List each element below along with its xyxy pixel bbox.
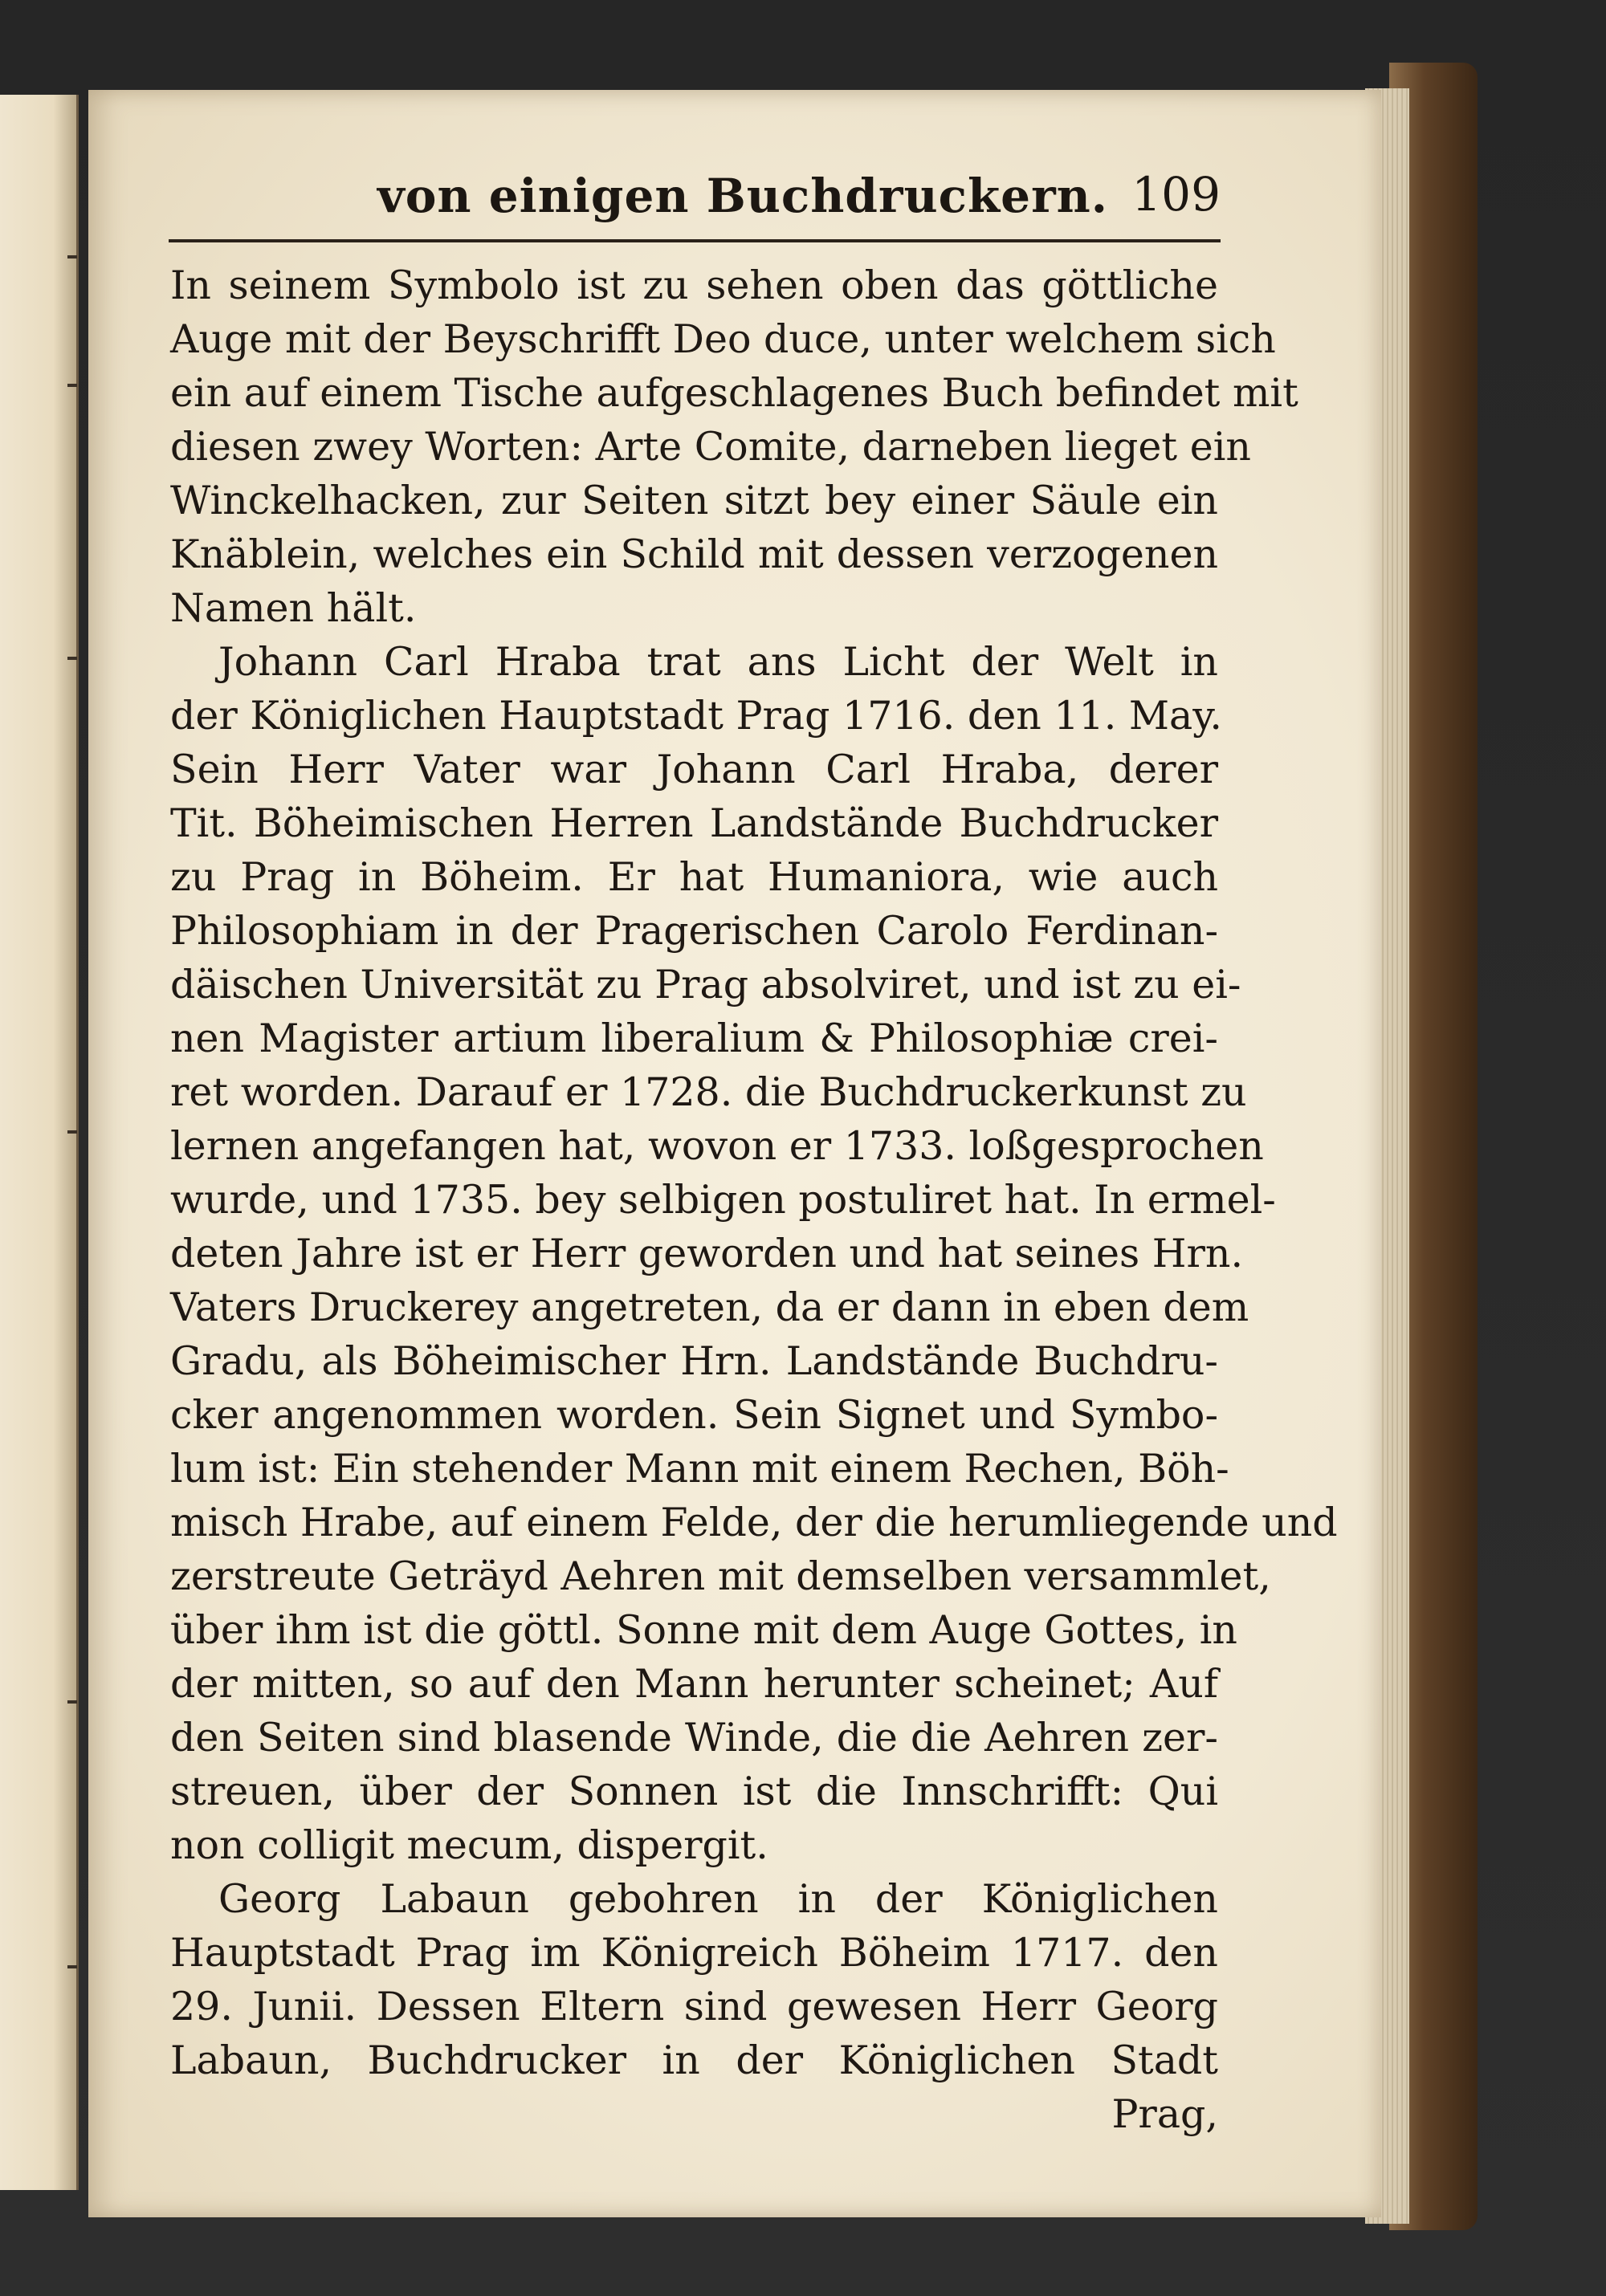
text-line: misch Hrabe, auf einem Felde, der die herumliegende und <box>170 1500 1338 1545</box>
text-line: deten Jahre ist er Herr geworden und hat seines Hrn. <box>170 1231 1244 1276</box>
text-line: über ihm ist die göttl. Sonne mit dem Auge Gottes, in <box>170 1607 1237 1653</box>
text-line: Vaters Druckerey angetreten, da er dann in eben dem <box>170 1284 1249 1330</box>
text-line: zerstreute Geträyd Aehren mit demselben versammlet, <box>170 1553 1271 1599</box>
text-line: Tit. Böheimischen Herren Landstände Buchdrucker <box>170 800 1218 846</box>
text-line: wurde, und 1735. bey selbigen postuliret hat. In ermel- <box>170 1177 1276 1223</box>
text-line: 29. Junii. Dessen Eltern sind gewesen Herr Georg <box>170 1984 1218 2029</box>
text-line: zu Prag in Böheim. Er hat Humaniora, wie auch <box>170 854 1218 900</box>
header-rule <box>169 239 1221 242</box>
text-line: ein auf einem Tische aufgeschlagenes Buch befindet mit <box>170 370 1298 416</box>
text-line: Gradu, als Böheimischer Hrn. Landstände Buchdru- <box>170 1338 1218 1384</box>
body-text <box>170 259 1338 2141</box>
page-header <box>169 153 1221 233</box>
text-line: Hauptstadt Prag im Königreich Böheim 1717. den <box>170 1930 1218 1976</box>
text-line: In seinem Symbolo ist zu sehen oben das göttliche <box>170 263 1218 308</box>
text-line: den Seiten sind blasende Winde, die die Aehren zer- <box>170 1715 1218 1761</box>
text-line: Knäblein, welches ein Schild mit dessen verzogenen <box>170 531 1218 577</box>
text-line: däischen Universität zu Prag absolviret, und ist zu ei- <box>170 962 1241 1008</box>
text-line: cker angenommen worden. Sein Signet und Symbo- <box>170 1392 1218 1438</box>
text-line: nen Magister artium liberalium & Philosophiæ crei- <box>170 1016 1218 1061</box>
text-line: non colligit mecum, dispergit. <box>170 1822 768 1868</box>
text-line: streuen, über der Sonnen ist die Innschrifft: Qui <box>170 1769 1218 1814</box>
text-line: Georg Labaun gebohren in der Königlichen <box>218 1876 1218 1922</box>
text-line: lum ist: Ein stehender Mann mit einem Rechen, Böh- <box>170 1446 1229 1492</box>
text-line: der mitten, so auf den Mann herunter scheinet; Auf <box>170 1661 1218 1707</box>
text-line: Winckelhacken, zur Seiten sitzt bey einer Säule ein <box>170 478 1218 523</box>
text-line: diesen zwey Worten: Arte Comite, darneben lieget ein <box>170 424 1251 470</box>
facing-page-edge <box>0 95 79 2190</box>
text-line: Namen hält. <box>170 585 417 631</box>
text-line: lernen angefangen hat, wovon er 1733. loßgesprochen <box>170 1123 1264 1169</box>
text-line: Philosophiam in der Pragerischen Carolo Ferdinan- <box>170 908 1218 954</box>
text-line: Johann Carl Hraba trat ans Licht der Welt in <box>218 639 1218 685</box>
catchword: Prag, <box>1111 2091 1218 2137</box>
text-line: der Königlichen Hauptstadt Prag 1716. den 11. May. <box>170 693 1223 739</box>
text-line: ret worden. Darauf er 1728. die Buchdruckerkunst zu <box>170 1069 1247 1115</box>
text-line: Auge mit der Beyschrifft Deo duce, unter welchem sich <box>170 316 1276 362</box>
text-line: Sein Herr Vater war Johann Carl Hraba, derer <box>170 747 1218 792</box>
text-line: Labaun, Buchdrucker in der Königlichen Stadt <box>170 2037 1218 2083</box>
page-number: 109 <box>1131 167 1221 222</box>
running-title: von einigen Buchdruckern. <box>377 169 1108 223</box>
